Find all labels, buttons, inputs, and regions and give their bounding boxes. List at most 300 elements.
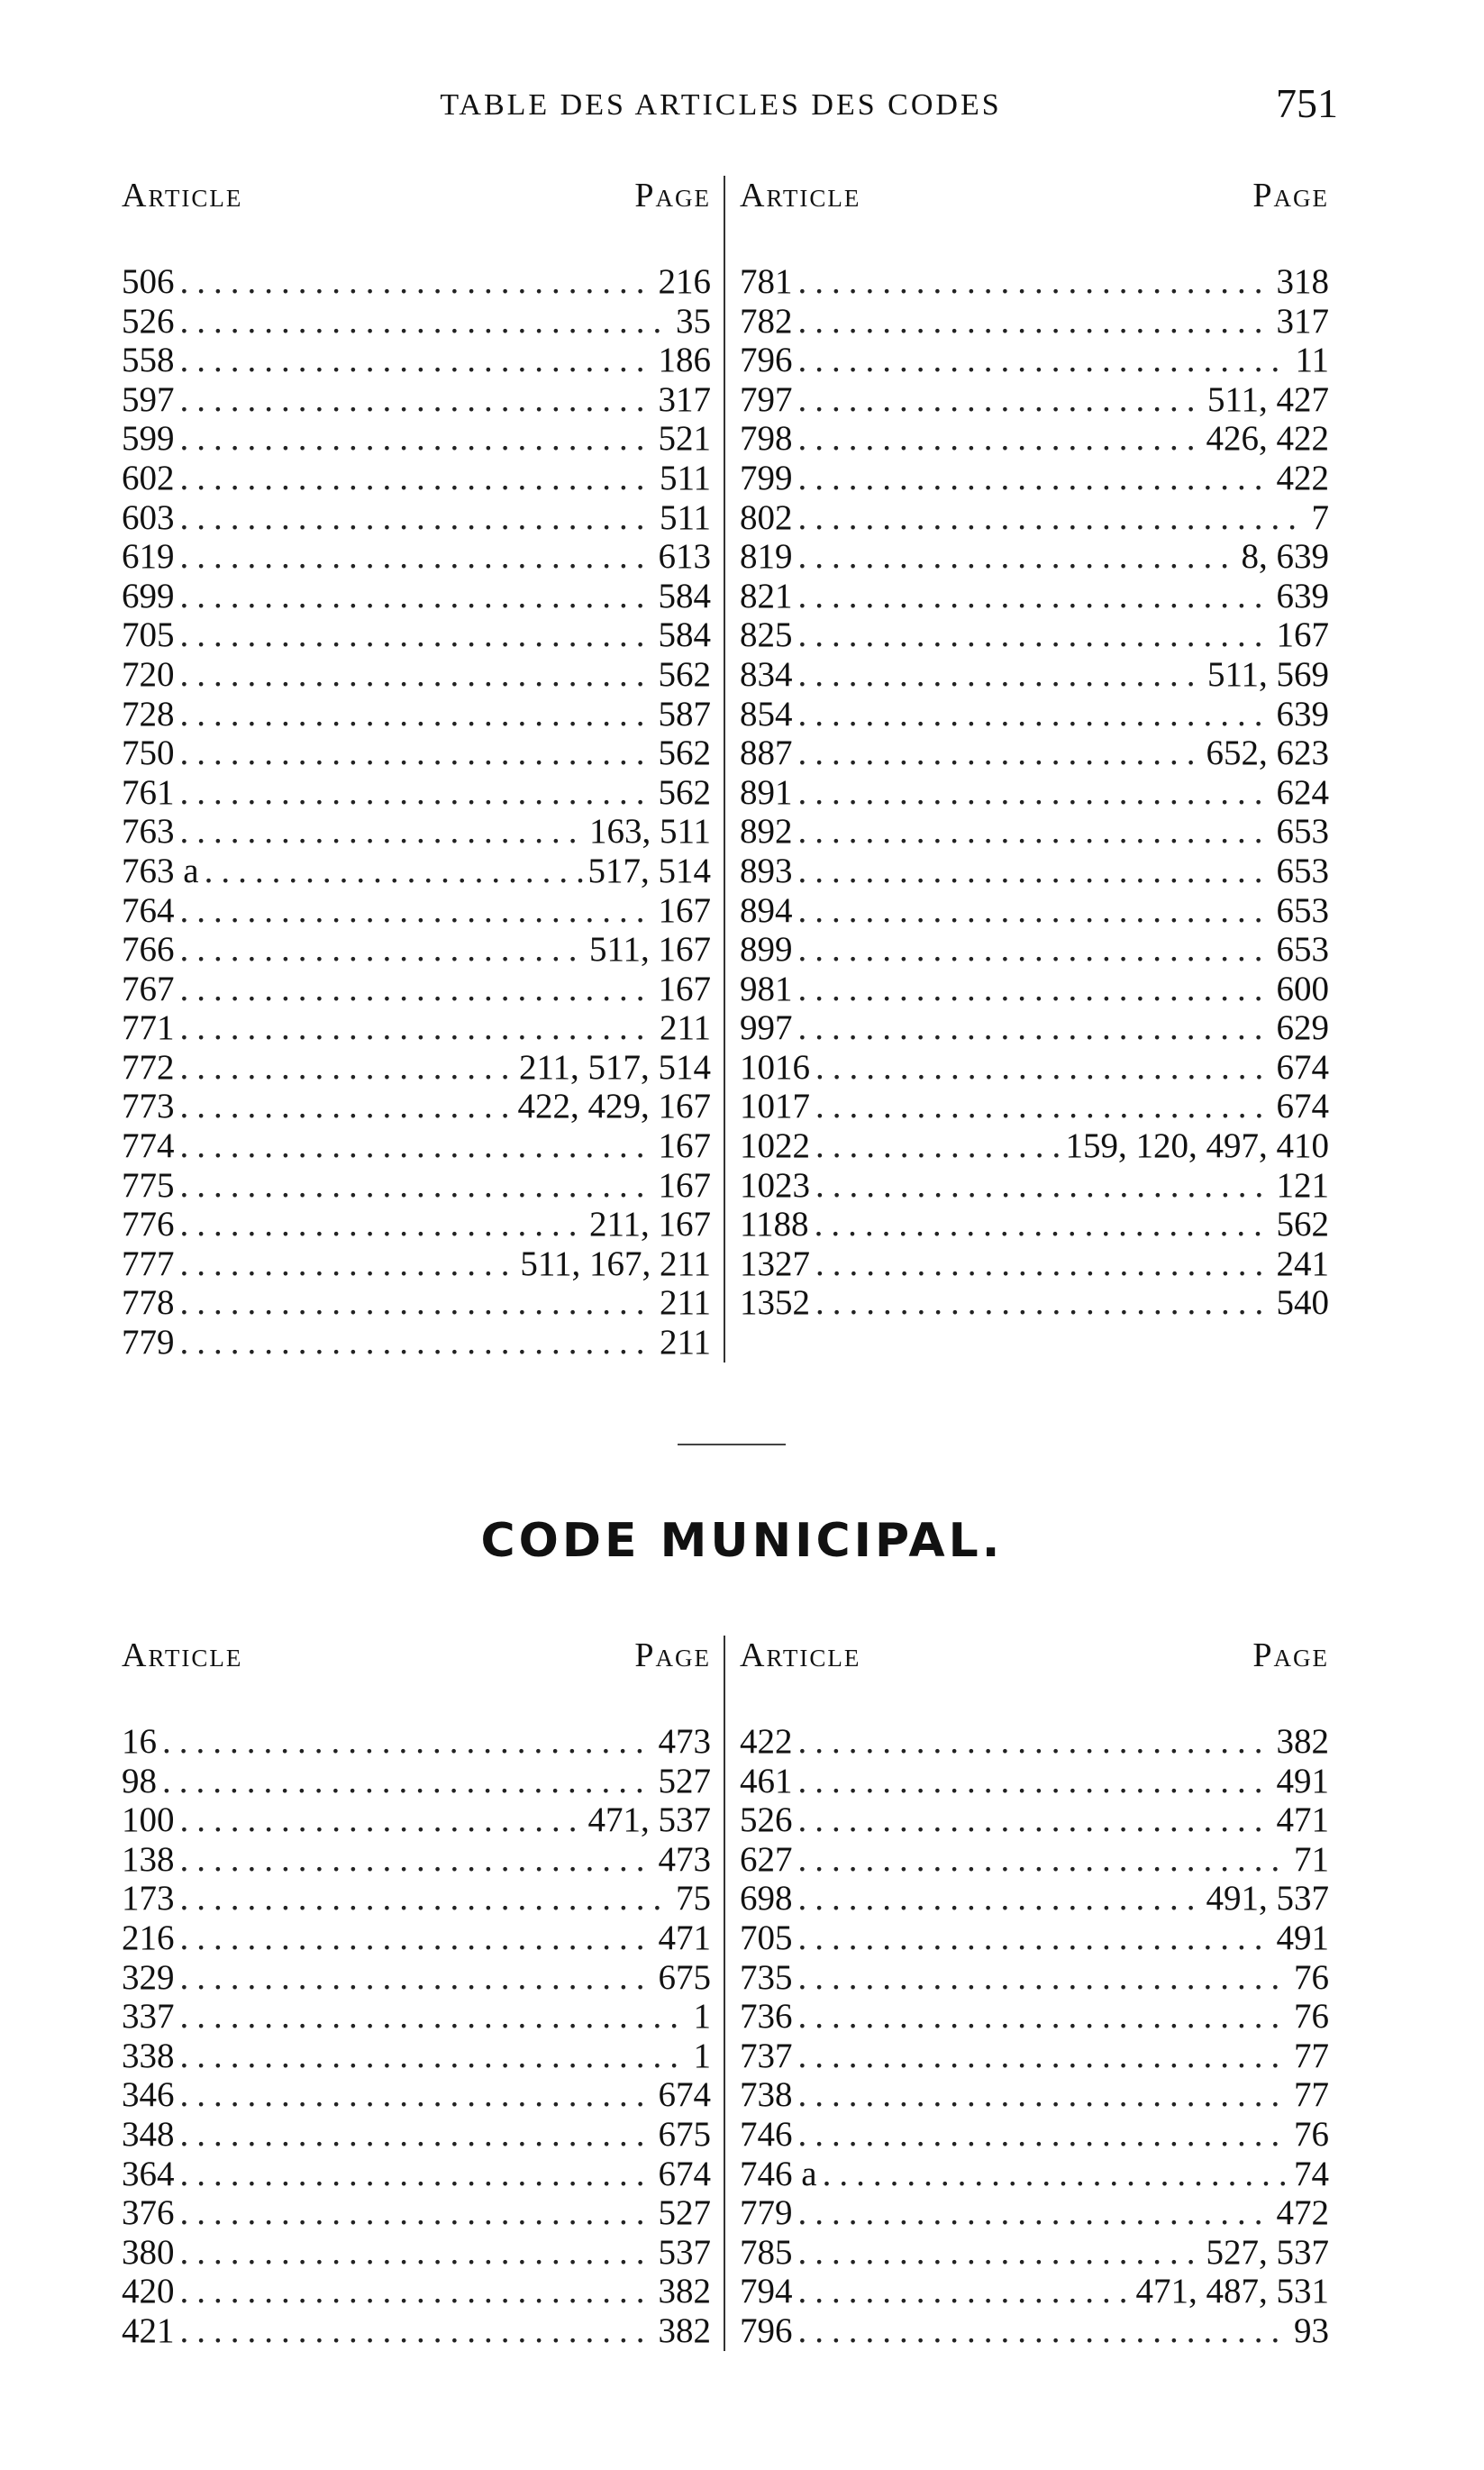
page-reference: 562 (1276, 1205, 1329, 1244)
dot-leader (180, 2037, 688, 2076)
index-row (122, 2075, 711, 2115)
page-header: Page (1252, 1636, 1329, 1674)
dot-leader (798, 1879, 1201, 1919)
page-reference: 76 (1294, 1997, 1329, 2037)
dot-leader (798, 1997, 1289, 2037)
index-row (122, 2272, 711, 2311)
dot-leader (798, 1722, 1271, 1762)
page-reference: 584 (658, 615, 711, 655)
article-number: 98 (122, 1761, 157, 1800)
article-number: 216 (122, 1918, 175, 1957)
dot-leader (180, 380, 653, 420)
dot-leader (815, 1087, 1271, 1126)
article-number: 736 (740, 1997, 793, 2037)
index-row (122, 1919, 711, 1958)
page-reference: 163, 511 (588, 812, 711, 852)
index-row (740, 459, 1329, 498)
article-number: 1188 (740, 1205, 809, 1244)
index-row (122, 773, 711, 813)
page-reference: 74 (1294, 2154, 1329, 2193)
article-number: 619 (122, 537, 175, 577)
article-number: 785 (740, 2232, 793, 2272)
article-number: 766 (122, 930, 175, 970)
dot-leader (815, 1166, 1271, 1206)
dot-leader (180, 1283, 654, 1323)
page-number: 751 (1276, 80, 1338, 126)
dot-leader (180, 302, 671, 342)
article-number: 893 (740, 851, 793, 890)
page-reference: 76 (1294, 1957, 1329, 1997)
dot-leader (180, 419, 653, 459)
page-reference: 167 (658, 1126, 711, 1166)
index-row (122, 2155, 711, 2194)
index-row (740, 1800, 1329, 1840)
page-reference: 471, 537 (587, 1800, 711, 1840)
dot-leader (180, 1879, 671, 1919)
dot-leader (180, 1323, 654, 1363)
dot-leader (798, 419, 1201, 459)
index-row (122, 2233, 711, 2273)
index-row (122, 577, 711, 616)
dot-leader (180, 2075, 653, 2115)
page-reference: 75 (676, 1879, 711, 1919)
article-number: 796 (740, 2310, 793, 2350)
page-reference: 491 (1276, 1918, 1329, 1957)
dot-leader (798, 459, 1271, 498)
article-number: 329 (122, 1957, 175, 1997)
index-row (122, 2311, 711, 2351)
index-row (740, 852, 1329, 891)
page-header: Page (1252, 177, 1329, 214)
article-number: 821 (740, 576, 793, 615)
page-reference: 613 (658, 537, 711, 577)
index-rows (740, 262, 1329, 1323)
column-header (122, 1636, 711, 1722)
page-reference: 562 (658, 654, 711, 694)
page-reference: 511 (659, 458, 711, 497)
dot-leader (180, 498, 654, 538)
dot-leader (180, 930, 584, 970)
dot-leader (180, 1800, 583, 1840)
page-reference: 639 (1276, 576, 1329, 615)
dot-leader (180, 2233, 653, 2273)
dot-leader (180, 970, 653, 1009)
column-header (122, 176, 711, 262)
article-number: 1017 (740, 1087, 810, 1126)
dot-leader (180, 1166, 653, 1206)
dot-leader (798, 577, 1271, 616)
dot-leader (180, 1205, 584, 1244)
index-row (740, 930, 1329, 970)
page-reference: 473 (658, 1839, 711, 1879)
article-number: 1016 (740, 1047, 810, 1087)
index-row (122, 655, 711, 695)
index-column-left (113, 176, 725, 1363)
page-reference: 159, 120, 497, 410 (1065, 1126, 1329, 1166)
page-reference: 1 (693, 1997, 711, 2037)
dot-leader (798, 537, 1236, 577)
index-row (740, 1283, 1329, 1323)
page-reference: 491 (1276, 1761, 1329, 1800)
index-row (740, 577, 1329, 616)
page-reference: 93 (1294, 2310, 1329, 2350)
dot-leader (798, 1800, 1271, 1840)
dot-leader (798, 655, 1202, 695)
article-number: 891 (740, 772, 793, 812)
index-row (122, 1879, 711, 1919)
page-reference: 121 (1276, 1165, 1329, 1205)
index-row (740, 2233, 1329, 2273)
index-row (740, 498, 1329, 538)
index-row (122, 2115, 711, 2155)
article-number: 746 a (740, 2154, 817, 2193)
article-number: 776 (122, 1205, 175, 1244)
index-row (740, 2115, 1329, 2155)
dot-leader (798, 930, 1271, 970)
index-row (740, 2037, 1329, 2076)
dot-leader (180, 1008, 654, 1048)
dot-leader (798, 1762, 1271, 1801)
page-reference: 674 (658, 2075, 711, 2115)
article-number: 461 (740, 1761, 793, 1800)
article-number: 887 (740, 734, 793, 773)
index-row (740, 1166, 1329, 1206)
index-row (740, 1722, 1329, 1762)
page-reference: 77 (1294, 2075, 1329, 2115)
dot-leader (180, 655, 653, 695)
index-row (122, 1126, 711, 1166)
page-reference: 472 (1276, 2193, 1329, 2233)
article-number: 802 (740, 497, 793, 537)
index-row (122, 1205, 711, 1244)
dot-leader (798, 2193, 1271, 2233)
article-number: 773 (122, 1087, 175, 1126)
article-number: 599 (122, 419, 175, 459)
index-row (122, 302, 711, 342)
index-row (122, 1048, 711, 1088)
index-row (740, 537, 1329, 577)
dot-leader (180, 1958, 653, 1998)
dot-leader (162, 1722, 653, 1762)
dot-leader (798, 1919, 1271, 1958)
article-number: 558 (122, 341, 175, 380)
dot-leader (798, 812, 1271, 852)
page-reference: 653 (1276, 890, 1329, 930)
article-number: 337 (122, 1997, 175, 2037)
dot-leader (798, 2272, 1131, 2311)
article-number: 506 (122, 262, 175, 301)
index-rows (740, 1722, 1329, 2351)
article-number: 699 (122, 576, 175, 615)
index-row (740, 1919, 1329, 1958)
dot-leader (180, 2272, 653, 2311)
index-row (740, 695, 1329, 734)
article-number: 526 (740, 1800, 793, 1840)
article-number: 767 (122, 969, 175, 1008)
index-row (740, 1244, 1329, 1284)
article-number: 779 (740, 2193, 793, 2233)
index-row (740, 2193, 1329, 2233)
dot-leader (180, 695, 653, 734)
page-reference: 675 (658, 1957, 711, 1997)
index-row (740, 2075, 1329, 2115)
index-row (740, 2272, 1329, 2311)
dot-leader (180, 2311, 653, 2351)
dot-leader (798, 2115, 1289, 2155)
dot-leader (815, 1244, 1271, 1284)
article-number: 799 (740, 458, 793, 497)
article-number: 796 (740, 341, 793, 380)
dot-leader (180, 1048, 514, 1088)
article-number: 797 (740, 379, 793, 419)
page-reference: 511 (659, 497, 711, 537)
article-number: 1352 (740, 1283, 810, 1323)
article-number: 1022 (740, 1126, 810, 1166)
index-row (740, 1958, 1329, 1998)
dot-leader (798, 262, 1271, 302)
dot-leader (815, 1205, 1271, 1244)
article-number: 779 (122, 1323, 175, 1363)
article-number: 892 (740, 812, 793, 852)
index-table-code-municipal (113, 1636, 1365, 2351)
dot-leader (815, 1126, 1061, 1166)
dot-leader (180, 734, 653, 773)
page-reference: 422 (1276, 458, 1329, 497)
page-reference: 167 (658, 969, 711, 1008)
dot-leader (180, 615, 653, 655)
article-number: 761 (122, 772, 175, 812)
index-row (740, 2311, 1329, 2351)
page-reference: 211 (659, 1283, 711, 1323)
page-reference: 382 (658, 2310, 711, 2350)
page-reference: 674 (1276, 1087, 1329, 1126)
index-row (740, 891, 1329, 931)
page-reference: 653 (1276, 930, 1329, 970)
dot-leader (180, 773, 653, 813)
index-row (122, 970, 711, 1009)
page-header: Page (634, 177, 711, 214)
article-number: 346 (122, 2075, 175, 2115)
index-row (740, 1879, 1329, 1919)
page-reference: 527, 537 (1206, 2232, 1329, 2272)
dot-leader (798, 773, 1271, 813)
article-number: 173 (122, 1879, 175, 1919)
page-reference: 382 (1276, 1722, 1329, 1761)
index-row (122, 459, 711, 498)
section-title: CODE MUNICIPAL. (480, 1514, 1004, 1568)
index-row (122, 537, 711, 577)
article-number: 794 (740, 2272, 793, 2311)
page-reference: 562 (658, 772, 711, 812)
article-number: 825 (740, 615, 793, 655)
article-number: 1023 (740, 1165, 810, 1205)
index-row (122, 1997, 711, 2037)
page-reference: 186 (658, 341, 711, 380)
page-reference: 211 (659, 1008, 711, 1048)
index-column-right (725, 1636, 1338, 2351)
article-number: 100 (122, 1800, 175, 1840)
page-reference: 35 (676, 301, 711, 341)
dot-leader (180, 2193, 653, 2233)
dot-leader (798, 1840, 1289, 1880)
index-row (122, 1166, 711, 1206)
dot-leader (180, 1126, 653, 1166)
page-reference: 317 (658, 379, 711, 419)
page-reference: 639 (1276, 694, 1329, 734)
dot-leader (180, 1087, 513, 1126)
index-row (740, 1997, 1329, 2037)
article-header: Article (740, 177, 861, 214)
index-row (122, 891, 711, 931)
dot-leader (798, 891, 1271, 931)
dot-leader (205, 852, 583, 891)
index-row (122, 852, 711, 891)
index-rows (122, 1722, 711, 2351)
article-number: 771 (122, 1008, 175, 1048)
article-number: 364 (122, 2154, 175, 2193)
dot-leader (180, 459, 654, 498)
index-row (740, 1087, 1329, 1126)
dot-leader (798, 852, 1271, 891)
article-number: 775 (122, 1165, 175, 1205)
index-rows (122, 262, 711, 1363)
dot-leader (180, 341, 653, 380)
page-reference: 7 (1311, 497, 1329, 537)
article-number: 777 (122, 1244, 175, 1283)
article-number: 782 (740, 301, 793, 341)
index-row (122, 1840, 711, 1880)
index-row (122, 498, 711, 538)
page-reference: 241 (1276, 1244, 1329, 1283)
page-reference: 71 (1294, 1839, 1329, 1879)
index-row (122, 1762, 711, 1801)
dot-leader (180, 1244, 515, 1284)
article-number: 348 (122, 2114, 175, 2154)
article-number: 597 (122, 379, 175, 419)
page-reference: 318 (1276, 262, 1329, 301)
page-reference: 211 (659, 1323, 711, 1363)
page-reference: 600 (1276, 969, 1329, 1008)
index-row (740, 734, 1329, 773)
dot-leader (815, 1048, 1271, 1088)
dot-leader (180, 2115, 653, 2155)
index-row (740, 2155, 1329, 2194)
article-number: 738 (740, 2075, 793, 2115)
article-number: 728 (122, 694, 175, 734)
index-row (122, 734, 711, 773)
index-row (740, 615, 1329, 655)
article-number: 705 (122, 615, 175, 655)
dot-leader (180, 537, 653, 577)
index-row (740, 812, 1329, 852)
index-row (740, 1205, 1329, 1244)
index-row (122, 1008, 711, 1048)
article-number: 16 (122, 1722, 157, 1761)
page-reference: 471 (1276, 1800, 1329, 1840)
running-head: TABLE DES ARTICLES DES CODES (440, 88, 1002, 122)
index-row (122, 695, 711, 734)
page-reference: 167 (658, 890, 711, 930)
dot-leader (798, 615, 1271, 655)
index-row (740, 970, 1329, 1009)
dot-leader (798, 341, 1290, 380)
page-reference: 562 (658, 734, 711, 773)
index-table-codes (113, 176, 1365, 1363)
article-number: 376 (122, 2193, 175, 2233)
dot-leader (180, 262, 653, 302)
index-row (122, 419, 711, 459)
page-reference: 653 (1276, 851, 1329, 890)
dot-leader (798, 2075, 1289, 2115)
page-reference: 422, 429, 167 (517, 1087, 711, 1126)
page-header: Page (634, 1636, 711, 1674)
article-number: 1327 (740, 1244, 810, 1283)
page-reference: 584 (658, 576, 711, 615)
index-column-left (113, 1636, 725, 2351)
page-reference: 537 (658, 2232, 711, 2272)
page-reference: 491, 537 (1206, 1879, 1329, 1919)
index-row (122, 930, 711, 970)
page-reference: 624 (1276, 772, 1329, 812)
index-row (740, 341, 1329, 380)
article-number: 894 (740, 890, 793, 930)
article-number: 420 (122, 2272, 175, 2311)
dot-leader (798, 2233, 1201, 2273)
page-reference: 527 (658, 1761, 711, 1800)
index-row (740, 1048, 1329, 1088)
index-row (740, 302, 1329, 342)
dot-leader (798, 2311, 1289, 2351)
article-number: 422 (740, 1722, 793, 1761)
index-row (740, 1762, 1329, 1801)
page-reference: 473 (658, 1722, 711, 1761)
dot-leader (798, 970, 1271, 1009)
page-reference: 1 (693, 2036, 711, 2075)
article-number: 763 (122, 812, 175, 852)
article-number: 819 (740, 537, 793, 577)
page-reference: 674 (658, 2154, 711, 2193)
article-number: 720 (122, 654, 175, 694)
index-row (122, 812, 711, 852)
article-number: 764 (122, 890, 175, 930)
article-number: 338 (122, 2036, 175, 2075)
page-reference: 674 (1276, 1047, 1329, 1087)
page-reference: 382 (658, 2272, 711, 2311)
section-divider (678, 1444, 786, 1445)
index-row (122, 380, 711, 420)
index-row (740, 1008, 1329, 1048)
dot-leader (798, 498, 1306, 538)
dot-leader (798, 302, 1271, 342)
article-number: 603 (122, 497, 175, 537)
page-reference: 675 (658, 2114, 711, 2154)
article-number: 698 (740, 1879, 793, 1919)
article-header: Article (122, 177, 243, 214)
page-reference: 587 (658, 694, 711, 734)
article-number: 798 (740, 419, 793, 459)
column-header (740, 176, 1329, 262)
dot-leader (180, 1919, 653, 1958)
article-number: 778 (122, 1283, 175, 1323)
article-number: 781 (740, 262, 793, 301)
page-reference: 471, 487, 531 (1135, 2272, 1329, 2311)
article-number: 899 (740, 930, 793, 970)
article-number: 981 (740, 969, 793, 1008)
dot-leader (162, 1762, 653, 1801)
page-reference: 8, 639 (1241, 537, 1329, 577)
dot-leader (815, 1283, 1271, 1323)
page-reference: 426, 422 (1206, 419, 1329, 459)
